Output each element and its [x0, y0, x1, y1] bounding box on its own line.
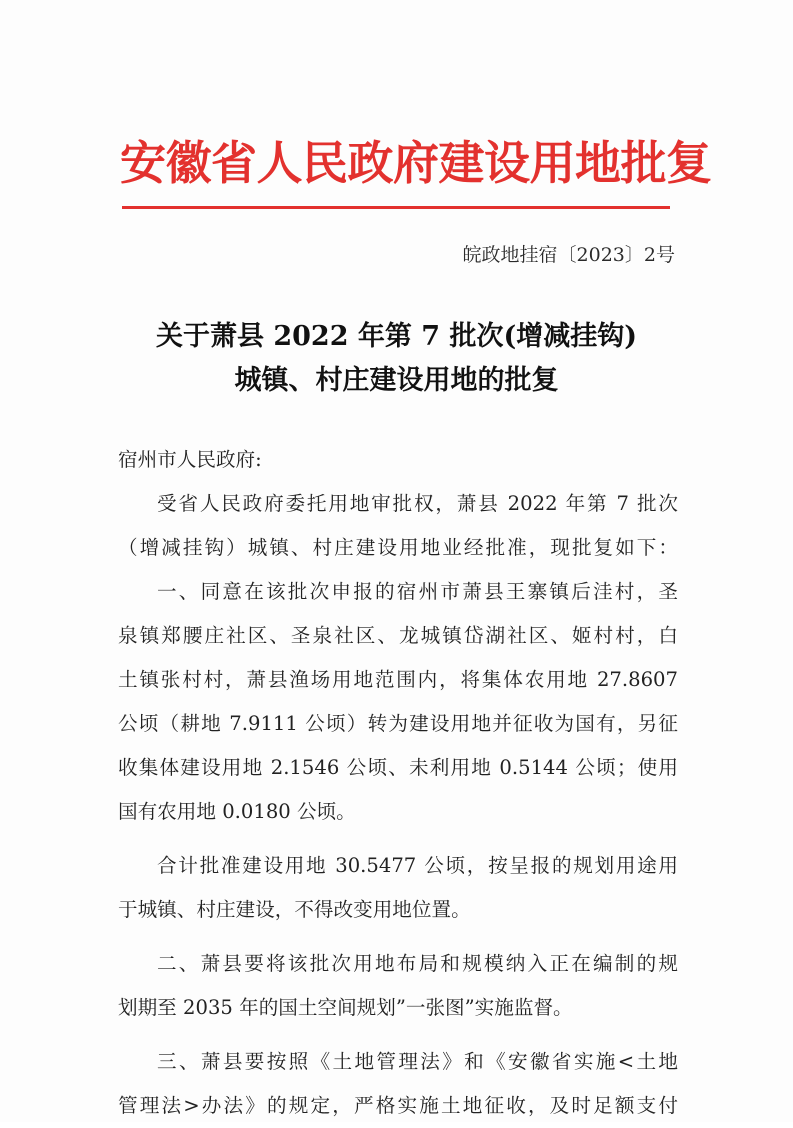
paragraph-3-line: 合计批准建设用地 30.5477 公顷，按呈报的规划用途用	[157, 854, 678, 877]
paragraph-2-line: 国有农用地 0.0180 公顷。	[118, 800, 356, 823]
addressee: 宿州市人民政府:	[118, 448, 262, 471]
paragraph-1-line: （增减挂钩）城镇、村庄建设用地业经批准，现批复如下：	[118, 536, 678, 559]
paragraph-2-line: 土镇张村村，萧县渔场用地范围内，将集体农用地 27.8607	[118, 668, 678, 691]
paragraph-5-line: 三、萧县要按照《土地管理法》和《安徽省实施<土地	[157, 1050, 678, 1073]
paragraph-4-line: 二、萧县要将该批次用地布局和规模纳入正在编制的规	[157, 952, 678, 975]
paragraph-2-line: 泉镇郑腰庄社区、圣泉社区、龙城镇岱湖社区、姬村村，白	[118, 624, 678, 647]
document-title-line-1: 关于萧县 2022 年第 7 批次(增减挂钩)	[155, 321, 638, 352]
paragraph-2-line: 收集体建设用地 2.1546 公顷、未利用地 0.5144 公顷；使用	[118, 756, 678, 779]
paragraph-5-line: 管理法>办法》的规定，严格实施土地征收，及时足额支付	[118, 1094, 678, 1117]
paragraph-4-line: 划期至 2035 年的国土空间规划”一张图”实施监督。	[118, 996, 573, 1019]
document-number: 皖政地挂宿〔2023〕2号	[462, 244, 675, 266]
header-red-rule	[122, 206, 670, 209]
issuing-authority-header: 安徽省人民政府建设用地批复	[120, 136, 712, 190]
paragraph-3-line: 于城镇、村庄建设，不得改变用地位置。	[118, 898, 471, 921]
paragraph-1-line: 受省人民政府委托用地审批权，萧县 2022 年第 7 批次	[157, 492, 678, 515]
paragraph-2-line: 公顷（耕地 7.9111 公顷）转为建设用地并征收为国有，另征	[118, 712, 678, 735]
document-title-line-2: 城镇、村庄建设用地的批复	[234, 365, 559, 396]
paragraph-2-line: 一、同意在该批次申报的宿州市萧县王寨镇后洼村，圣	[157, 580, 678, 603]
document-body	[118, 438, 678, 1128]
